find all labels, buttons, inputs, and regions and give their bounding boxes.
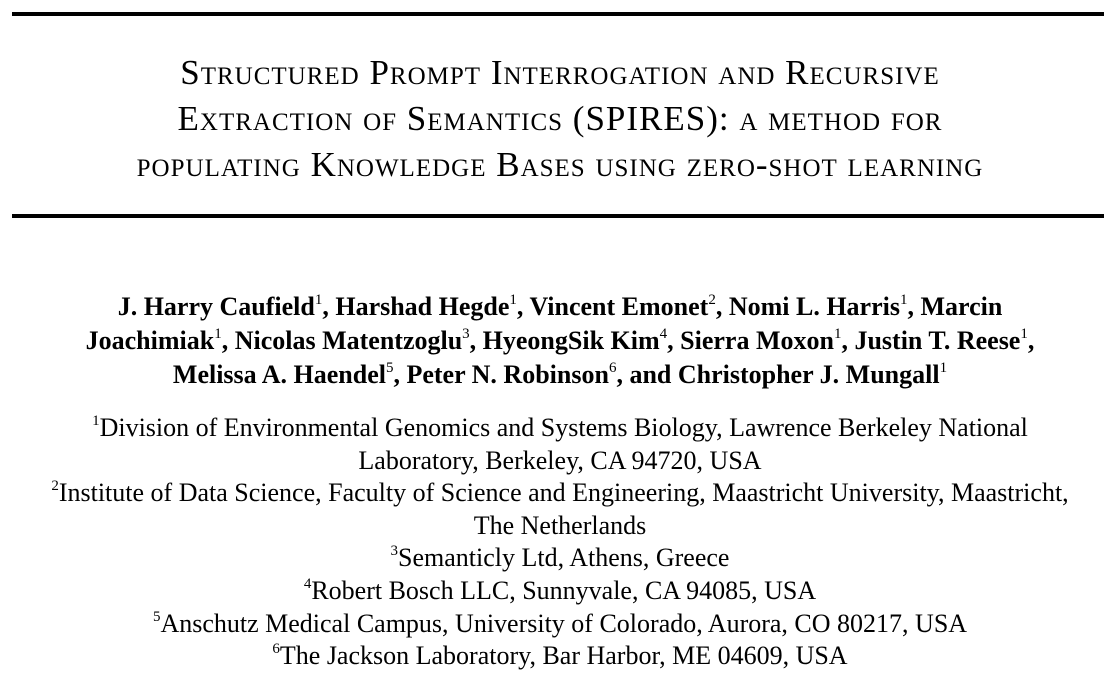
author-affiliation-mark: 1 xyxy=(833,326,842,342)
affiliation-text: Anschutz Medical Campus, University of Colorado, Aurora, CO 80217, USA xyxy=(160,608,968,638)
affiliation-4 xyxy=(0,575,1120,608)
title-line-2: Extraction of Semantics (SPIRES): a method for xyxy=(177,99,943,138)
title-top-rule xyxy=(12,12,1104,16)
author-name: Nomi L. Harris xyxy=(728,292,900,321)
author-name: Nicolas Matentzoglu xyxy=(234,326,463,355)
affiliation-text: Robert Bosch LLC, Sunnyvale, CA 94085, USA xyxy=(311,575,817,605)
affiliation-number: 5 xyxy=(152,608,161,625)
author-name-part: Joachimiak xyxy=(85,326,215,355)
affiliation-text: Division of Environmental Genomics and Systems Biology, Lawrence Berkeley National xyxy=(99,413,1028,442)
affiliation-text: Semanticly Ltd, Athens, Greece xyxy=(398,543,730,573)
paper-title xyxy=(0,50,1120,188)
author-affiliation-mark: 5 xyxy=(385,360,394,376)
author-separator: , xyxy=(469,326,483,355)
affiliation-5 xyxy=(0,608,1120,641)
author-list xyxy=(0,290,1120,392)
author-name: Sierra Moxon xyxy=(680,326,834,355)
affiliation-3 xyxy=(0,542,1120,575)
author-line-2 xyxy=(0,324,1120,358)
author-name: Peter N. Robinson xyxy=(406,360,609,389)
author-separator: , xyxy=(841,326,855,355)
author-affiliation-mark: 3 xyxy=(462,326,470,342)
author-separator: , xyxy=(221,326,235,355)
affiliation-number: 4 xyxy=(303,575,312,592)
author-name: Harshad Hegde xyxy=(335,292,510,321)
author-separator: , xyxy=(322,292,336,321)
title-line-3: populating Knowledge Bases using zero-shot learning xyxy=(136,145,984,184)
author-name-part: Marcin xyxy=(920,292,1003,321)
author-separator: , xyxy=(907,292,921,321)
author-affiliation-mark: 1 xyxy=(899,292,908,308)
author-affiliation-mark: 1 xyxy=(214,326,222,342)
affiliation-number: 6 xyxy=(272,641,280,658)
affiliation-number: 1 xyxy=(92,413,100,429)
author-line-3 xyxy=(0,358,1120,392)
affiliation-2-line-1 xyxy=(0,477,1120,510)
author-affiliation-mark: 1 xyxy=(509,292,517,308)
affiliation-number: 2 xyxy=(51,478,59,495)
author-separator: , xyxy=(715,292,729,321)
author-affiliation-mark: 1 xyxy=(939,360,948,376)
author-separator: , xyxy=(516,292,530,321)
author-affiliation-mark: 2 xyxy=(708,292,716,308)
affiliation-1-line-1 xyxy=(0,412,1120,445)
title-bottom-rule xyxy=(12,214,1104,218)
author-name: Vincent Emonet xyxy=(529,292,709,321)
affiliation-2-line-2: The Netherlands xyxy=(473,510,647,540)
author-affiliation-mark: 1 xyxy=(1020,326,1028,342)
affiliation-text: Institute of Data Science, Faculty of Science and Engineering, Maastricht University, Maastricht, xyxy=(58,478,1069,508)
author-separator: , xyxy=(393,360,407,389)
author-separator: , and xyxy=(616,360,678,389)
author-separator: , xyxy=(1027,326,1035,355)
author-name: HyeongSik Kim xyxy=(482,326,660,355)
author-name: Justin T. Reese xyxy=(854,326,1021,355)
author-affiliation-mark: 1 xyxy=(314,292,323,308)
author-affiliation-mark: 6 xyxy=(608,360,617,376)
author-name: Melissa A. Haendel xyxy=(172,360,386,389)
affiliation-text: The Jackson Laboratory, Bar Harbor, ME 04609, USA xyxy=(279,641,848,671)
author-name: J. Harry Caufield xyxy=(117,292,315,321)
title-line-1: Structured Prompt Interrogation and Recursive xyxy=(180,53,940,92)
affiliation-6 xyxy=(0,640,1120,673)
author-line-1 xyxy=(0,290,1120,324)
affiliation-number: 3 xyxy=(390,543,399,560)
author-separator: , xyxy=(667,326,681,355)
affiliation-1-line-2: Laboratory, Berkeley, CA 94720, USA xyxy=(358,445,762,475)
author-affiliation-mark: 4 xyxy=(659,326,668,342)
author-name: Christopher J. Mungall xyxy=(677,360,940,389)
affiliation-list xyxy=(0,412,1120,673)
